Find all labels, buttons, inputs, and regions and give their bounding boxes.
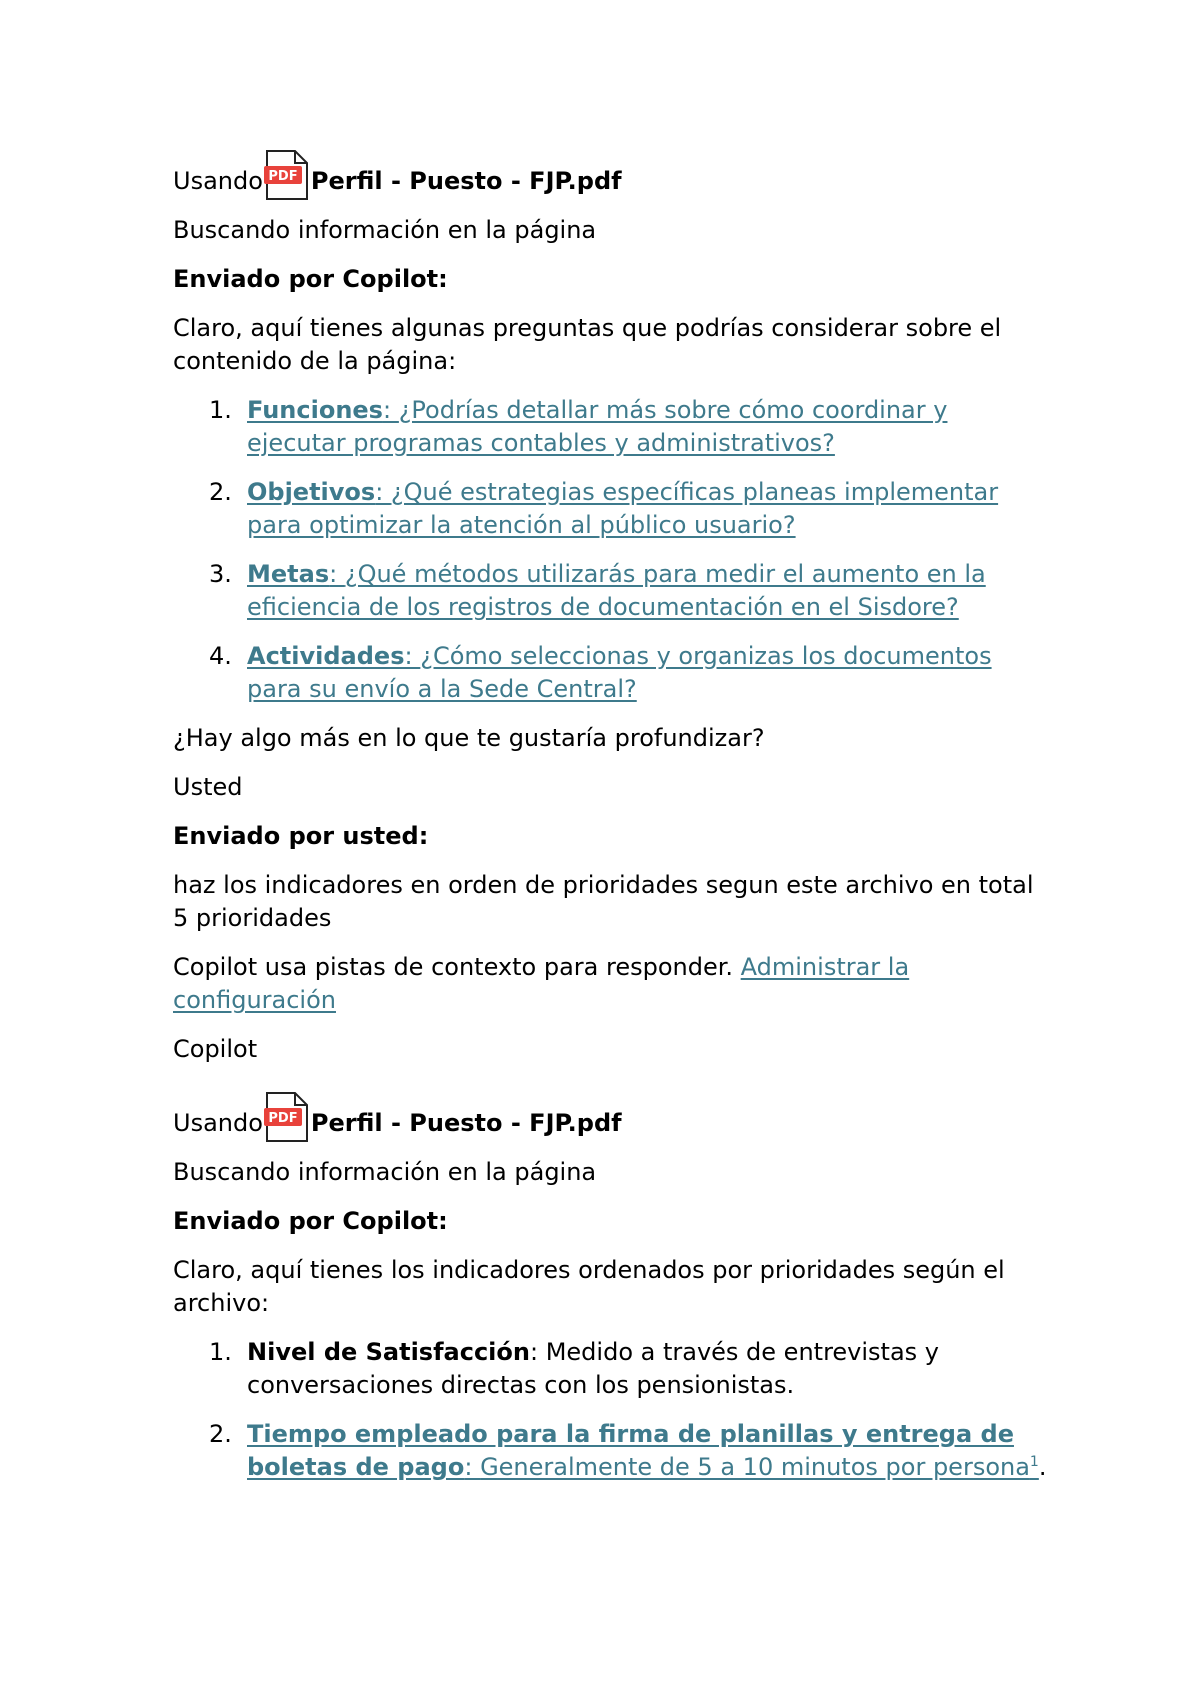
question-link[interactable]: Objetivos: ¿Qué estrategias específicas planeas implementar para optimizar la atención al público usuario? — [247, 478, 999, 539]
list-item[interactable] — [209, 558, 1053, 624]
response-intro: Claro, aquí tienes los indicadores ordenados por prioridades según el archivo: — [173, 1256, 1005, 1317]
indicator-label: Tiempo empleado para la firma de planillas y entrega de boletas de pago — [247, 1420, 1014, 1481]
question-link[interactable]: Actividades: ¿Cómo seleccionas y organizas los documentos para su envío a la Sede Central? — [247, 642, 992, 703]
using-prefix: Usando — [173, 167, 263, 195]
follow-up-question: ¿Hay algo más en lo que te gustaría profundizar? — [173, 724, 765, 752]
response-intro: Claro, aquí tienes algunas preguntas que podrías considerar sobre el contenido de la página: — [173, 314, 1002, 375]
list-number: 2. — [209, 1420, 232, 1448]
sender-label: Enviado por Copilot: — [173, 265, 448, 293]
author-label: Usted — [173, 773, 243, 801]
list-number: 2. — [209, 478, 232, 506]
pdf-file-icon — [263, 1092, 309, 1142]
indicator-text: Generalmente de 5 a 10 minutos por persona — [480, 1453, 1030, 1481]
question-text: ¿Podrías detallar más sobre cómo coordinar y ejecutar programas contables y administrativos? — [247, 396, 948, 457]
list-item[interactable] — [209, 394, 1053, 460]
list-item[interactable] — [209, 640, 1053, 706]
question-label: Objetivos — [247, 478, 376, 506]
sender-label: Enviado por usted: — [173, 822, 429, 850]
list-item[interactable] — [209, 476, 1053, 542]
indicator-label: Nivel de Satisfacción — [247, 1338, 530, 1366]
pdf-icon-label: PDF — [268, 169, 298, 184]
list-number: 1. — [209, 396, 232, 424]
question-label: Funciones — [247, 396, 383, 424]
list-item[interactable]: 2. Tiempo empleado para la firma de planillas y entrega de boletas de pago: Generalmente de 5 a 10 minutos por persona$^1$. — [209, 1420, 1047, 1481]
indicator-link[interactable]: Tiempo empleado para la firma de planillas y entrega de boletas de pago: Generalmente de 5 a 10 minutos por persona$^1$ — [247, 1420, 1039, 1481]
list-number: 4. — [209, 642, 232, 670]
indicator-text: Medido a través de entrevistas y conversaciones directas con los pensionistas. — [247, 1338, 939, 1399]
using-file-row — [173, 1082, 1053, 1140]
context-note: Copilot usa pistas de contexto para responder. Administrar la configuración — [173, 953, 910, 1014]
using-file-row — [173, 140, 1053, 198]
user-message: haz los indicadores en orden de prioridades segun este archivo en total 5 prioridades — [173, 871, 1034, 932]
question-link[interactable]: Metas: ¿Qué métodos utilizarás para medir el aumento en la eficiencia de los registros de documentación en el Sisdore? — [247, 560, 986, 621]
question-text: ¿Qué métodos utilizarás para medir el aumento en la eficiencia de los registros de documentación en el Sisdore? — [247, 560, 986, 621]
question-text: ¿Qué estrategias específicas planeas implementar para optimizar la atención al público usuario? — [247, 478, 999, 539]
question-link[interactable]: Funciones: ¿Podrías detallar más sobre cómo coordinar y ejecutar programas contables y administrativos? — [247, 396, 948, 457]
file-name: Perfil - Puesto - FJP.pdf — [310, 1109, 622, 1137]
searching-status: Buscando información en la página — [173, 216, 597, 244]
pdf-icon-label: PDF — [268, 1111, 298, 1126]
suggested-questions-list — [173, 394, 1053, 706]
manage-settings-link[interactable]: Administrar la configuración — [173, 953, 910, 1014]
question-label: Actividades — [247, 642, 405, 670]
searching-status: Buscando información en la página — [173, 1158, 597, 1186]
sender-label: Enviado por Copilot: — [173, 1207, 448, 1235]
footnote-marker[interactable]: 1 — [1029, 1454, 1039, 1470]
list-number: 3. — [209, 560, 232, 588]
using-prefix: Usando — [173, 1109, 263, 1137]
pdf-file-icon — [263, 150, 309, 200]
question-text: ¿Cómo seleccionas y organizas los documentos para su envío a la Sede Central? — [247, 642, 992, 703]
question-label: Metas — [247, 560, 330, 588]
list-number: 1. — [209, 1338, 232, 1366]
list-item: 1. Nivel de Satisfacción: Medido a través de entrevistas y conversaciones directas con los pensionistas. — [209, 1338, 939, 1399]
indicators-list — [173, 1336, 1053, 1484]
file-name: Perfil - Puesto - FJP.pdf — [310, 167, 622, 195]
author-label: Copilot — [173, 1035, 258, 1063]
document-page — [173, 140, 1053, 1500]
